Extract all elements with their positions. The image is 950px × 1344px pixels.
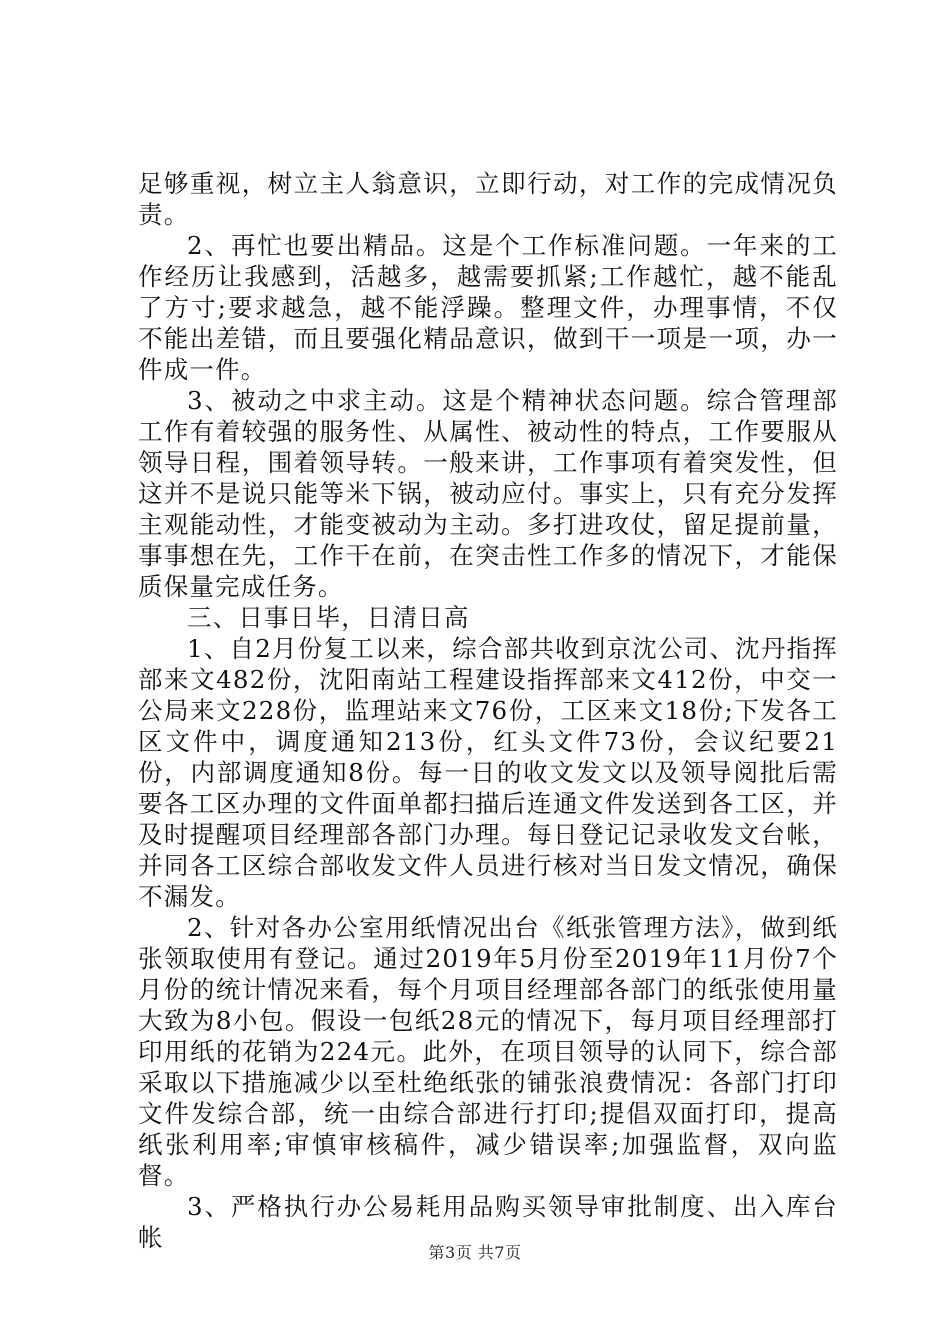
paragraph-item-2-paper: 2、针对各办公室用纸情况出台《纸张管理方法》，做到纸张领取使用有登记。通过2019年5月份至2019年11月份7个月份的统计情况来看，每个月项目经理部各部门的纸张使用量大致为8小包。假设一包纸28元的情况下，每月项目经理部打印用纸的花销为224元。此外，在项目领导的认同下，综合部采取以下措施减少以至杜绝纸张的铺张浪费情况：各部门打印文件发综合部，统一由综合部进行打印;提倡双面打印，提高纸张利用率;审慎审核稿件，减少错误率;加强监督，双向监督。 (138, 913, 838, 1190)
page-footer: 第3页 共7页 (428, 1243, 522, 1262)
paragraph-item-3: 3、被动之中求主动。这是个精神状态问题。综合管理部工作有着较强的服务性、从属性、被动性的特点，工作要服从领导日程，围着领导转。一般来讲，工作事项有着突发性，但这并不是说只能等米下锅，被动应付。事实上，只有充分发挥主观能动性，才能变被动为主动。多打进攻仗，留足提前量，事事想在先，工作干在前，在突击性工作多的情况下，才能保质保量完成任务。 (138, 386, 838, 601)
section-heading: 三、日事日毕，日清日高 (187, 603, 470, 632)
paragraph-item-1-documents: 1、自2月份复工以来，综合部共收到京沈公司、沈丹指挥部来文482份，沈阳南站工程建设指挥部来文412份，中交一公局来文228份，监理站来文76份，工区来文18份;下发各工区文件中，调度通知213份，红头文件73份，会议纪要21份，内部调度通知8份。每一日的收文发文以及领导阅批后需要各工区办理的文件面单都扫描后连通文件发送到各工区，并及时提醒项目经理部各部门办理。每日登记记录收发文台帐，并同各工区综合部收发文件人员进行核对当日发文情况，确保不漏发。 (138, 634, 838, 911)
paragraph-continuation: 足够重视，树立主人翁意识，立即行动，对工作的完成情况负责。 (138, 169, 838, 229)
paragraph-item-3-supplies: 3、严格执行办公易耗用品购买领导审批制度、出入库台帐 (138, 1192, 838, 1252)
document-body (138, 168, 838, 1253)
paragraph-item-2: 2、再忙也要出精品。这是个工作标准问题。一年来的工作经历让我感到，活越多，越需要抓紧;工作越忙，越不能乱了方寸;要求越急，越不能浮躁。整理文件，办理事情，不仅不能出差错，而且要强化精品意识，做到干一项是一项，办一件成一件。 (138, 231, 838, 384)
